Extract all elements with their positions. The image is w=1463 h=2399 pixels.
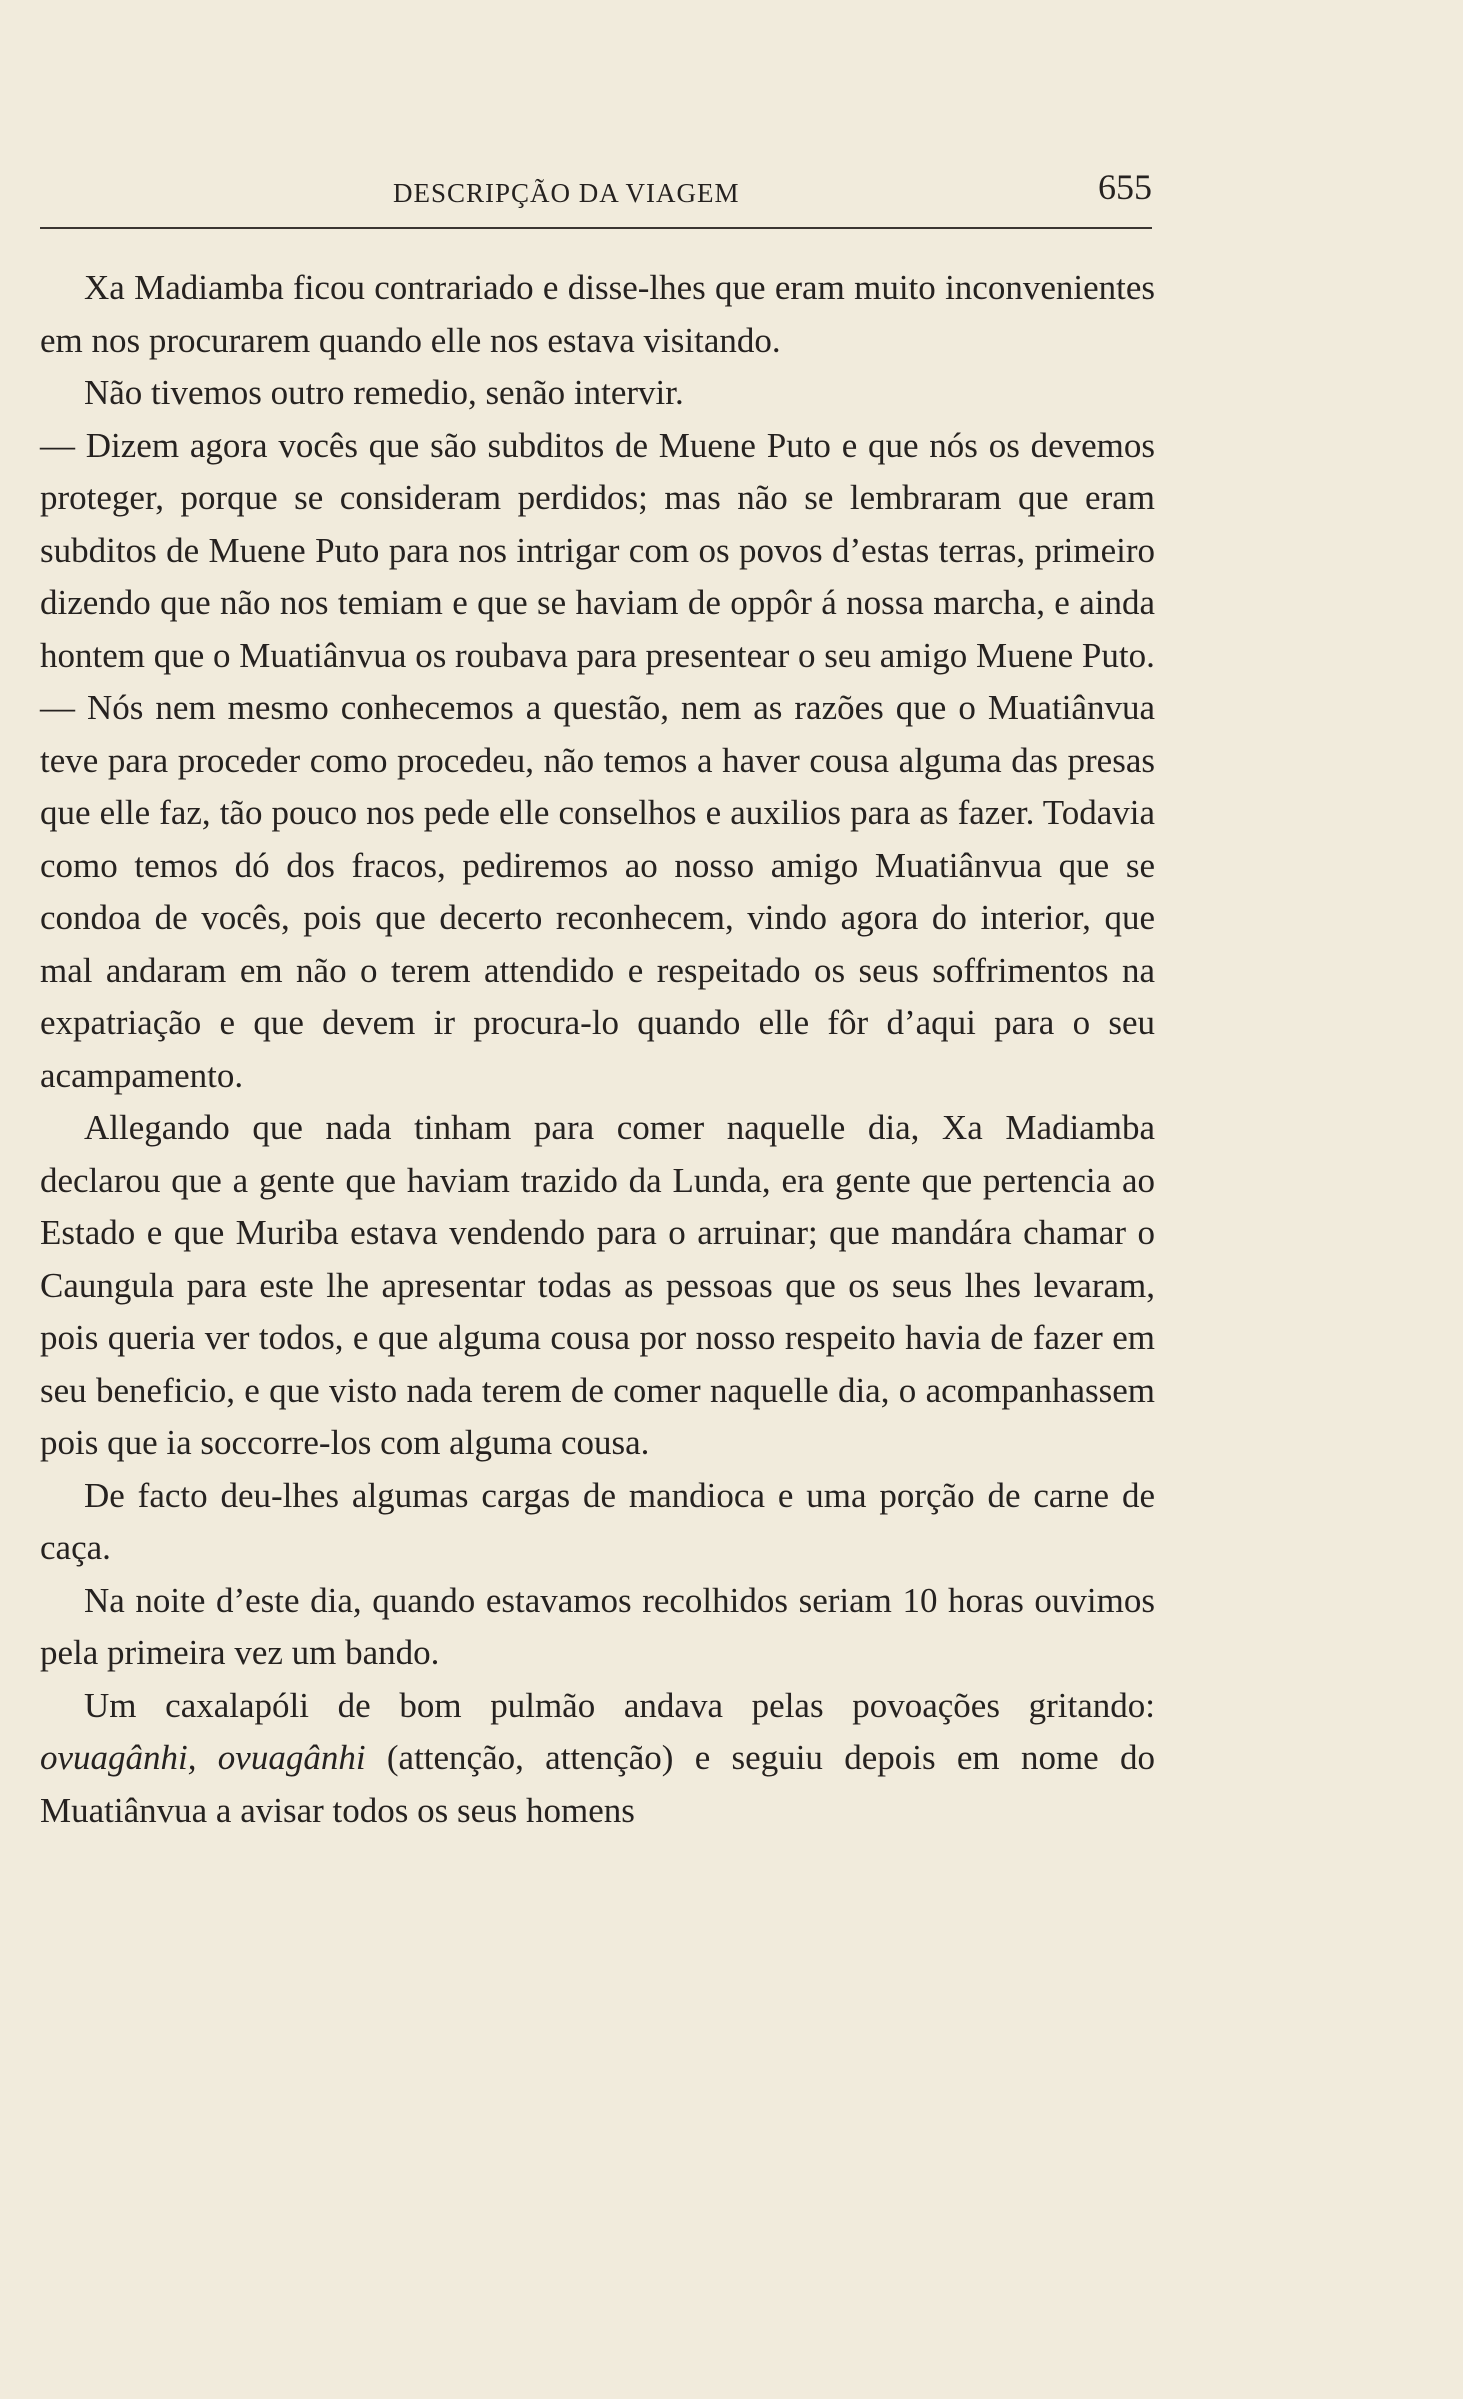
paragraph-last [40, 1680, 1155, 1838]
running-title: DESCRIPÇÃO DA VIAGEM [393, 178, 740, 208]
paragraph: — Dizem agora vocês que são subditos de Muene Puto e que nós os devemos proteger, porque se consideram perdidos; mas não se lembraram que eram subditos de Muene Puto para nos intrigar com os povos d’estas terras, primeiro dizendo que não nos temiam e que se haviam de oppôr á nossa marcha, e ainda hontem que o Muatiânvua os roubava para presentear o seu amigo Muene Puto. [40, 425, 1155, 675]
paragraph: Xa Madiamba ficou contrariado e disse-lhes que eram muito inconvenientes em nos procurarem quando elle nos estava visitando. [40, 268, 1155, 360]
paragraph: De facto deu-lhes algumas cargas de mandioca e uma porção de carne de caça. [40, 1475, 1155, 1567]
header-rule [40, 227, 1152, 229]
body-text [40, 262, 1155, 1837]
page-number: 655 [1098, 167, 1152, 207]
paragraph-last-after: (attenção, attenção) e seguiu depois em nome do Muatiânvua a avisar todos os seus homens [40, 1738, 1155, 1830]
paragraph: Na noite d’este dia, quando estavamos recolhidos seriam 10 horas ouvimos pela primeira vez um bando. [40, 1580, 1155, 1672]
paragraph-last-before: Um caxalapóli de bom pulmão andava pelas povoações gritando: [84, 1685, 1155, 1725]
paragraph-last-italic: ovuagânhi, ovuagânhi [40, 1738, 366, 1777]
paragraph: Allegando que nada tinham para comer naquelle dia, Xa Madiamba declarou que a gente que haviam trazido da Lunda, era gente que pertencia ao Estado e que Muriba estava vendendo para o arruinar; que mandára chamar o Caungula para este lhe apresentar todas as pessoas que os seus lhes levaram, pois queria ver todos, e que alguma cousa por nosso respeito havia de fazer em seu beneficio, e que visto nada terem de comer naquelle dia, o acompanhassem pois que ia soccorre-los com alguma cousa. [40, 1108, 1155, 1462]
paragraph: Não tivemos outro remedio, senão intervir. [84, 373, 684, 412]
running-head [40, 166, 1160, 216]
paragraph: — Nós nem mesmo conhecemos a questão, nem as razões que o Muatiânvua teve para proceder como procedeu, não temos a haver cousa alguma das presas que elle faz, tão pouco nos pede elle conselhos e auxilios para as fazer. Todavia como temos dó dos fracos, pediremos ao nosso amigo Muatiânvua que se condoa de vocês, pois que decerto reconhecem, vindo agora do interior, que mal andaram em não o terem attendido e respeitado os seus soffrimentos na expatriação e que devem ir procura-lo quando elle fôr d’aqui para o seu acampamento. [40, 688, 1155, 1095]
